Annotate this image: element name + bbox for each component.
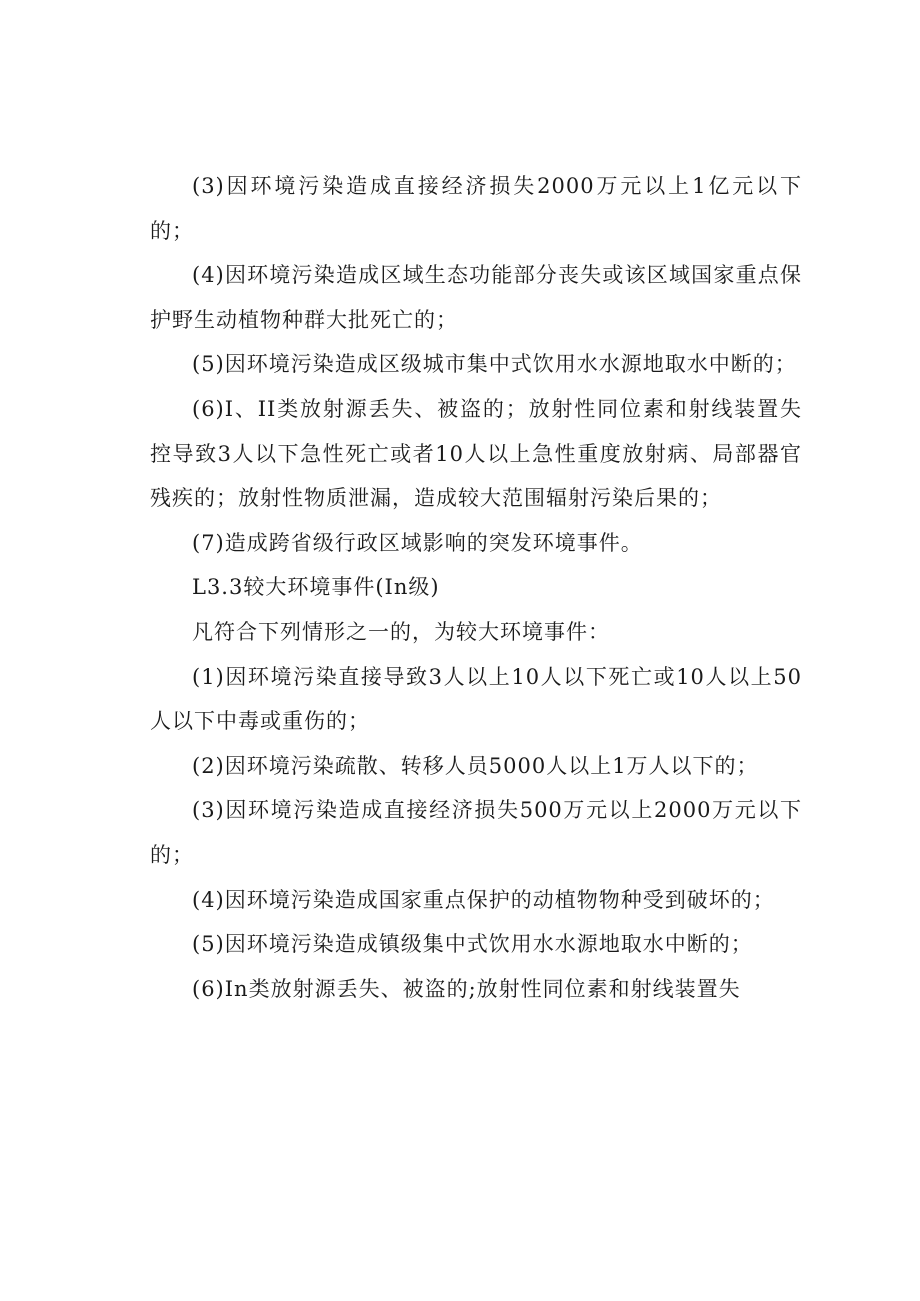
paragraph-item-7-cross-province: (7)造成跨省级行政区域影响的突发环境事件。 [192,530,643,555]
section-intro: 凡符合下列情形之一的，为较大环境事件： [192,619,610,644]
paragraph-item-5-town-water: (5)因环境污染造成镇级集中式饮用水水源地取水中断的； [192,932,753,957]
paragraph-item-6-radiation: (6)I、II类放射源丢失、被盗的；放射性同位素和射线装置失控导致3人以下急性死亡或者10人以上急性重度放射病、局部器官残疾的；放射性物质泄漏，造成较大范围辐射污染后果的； [150,396,802,511]
paragraph-item-1-casualties: (1)因环境污染直接导致3人以上10人以下死亡或10人以上50人以下中毒或重伤的； [150,664,802,734]
paragraph-item-4-ecology: (4)因环境污染造成区域生态功能部分丧失或该区域国家重点保护野生动植物种群大批死亡的； [150,263,802,332]
section-heading: L3.3较大环境事件(In级) [192,575,440,600]
document-body [150,164,802,1011]
paragraph-item-3-economic-loss-larger: (3)因环境污染造成直接经济损失500万元以上2000万元以下的； [150,798,802,867]
paragraph-item-6-radiation-larger: (6)In类放射源丢失、被盗的;放射性同位素和射线装置失 [192,976,741,1001]
paragraph-item-5-water-source: (5)因环境污染造成区级城市集中式饮用水水源地取水中断的； [192,352,797,377]
paragraph-item-3-economic-loss: (3)因环境污染造成直接经济损失2000万元以上1亿元以下的； [150,174,802,243]
paragraph-item-2-evacuation: (2)因环境污染疏散、转移人员5000人以上1万人以下的； [192,753,759,778]
paragraph-item-4-species: (4)因环境污染造成国家重点保护的动植物物种受到破坏的； [192,887,775,912]
